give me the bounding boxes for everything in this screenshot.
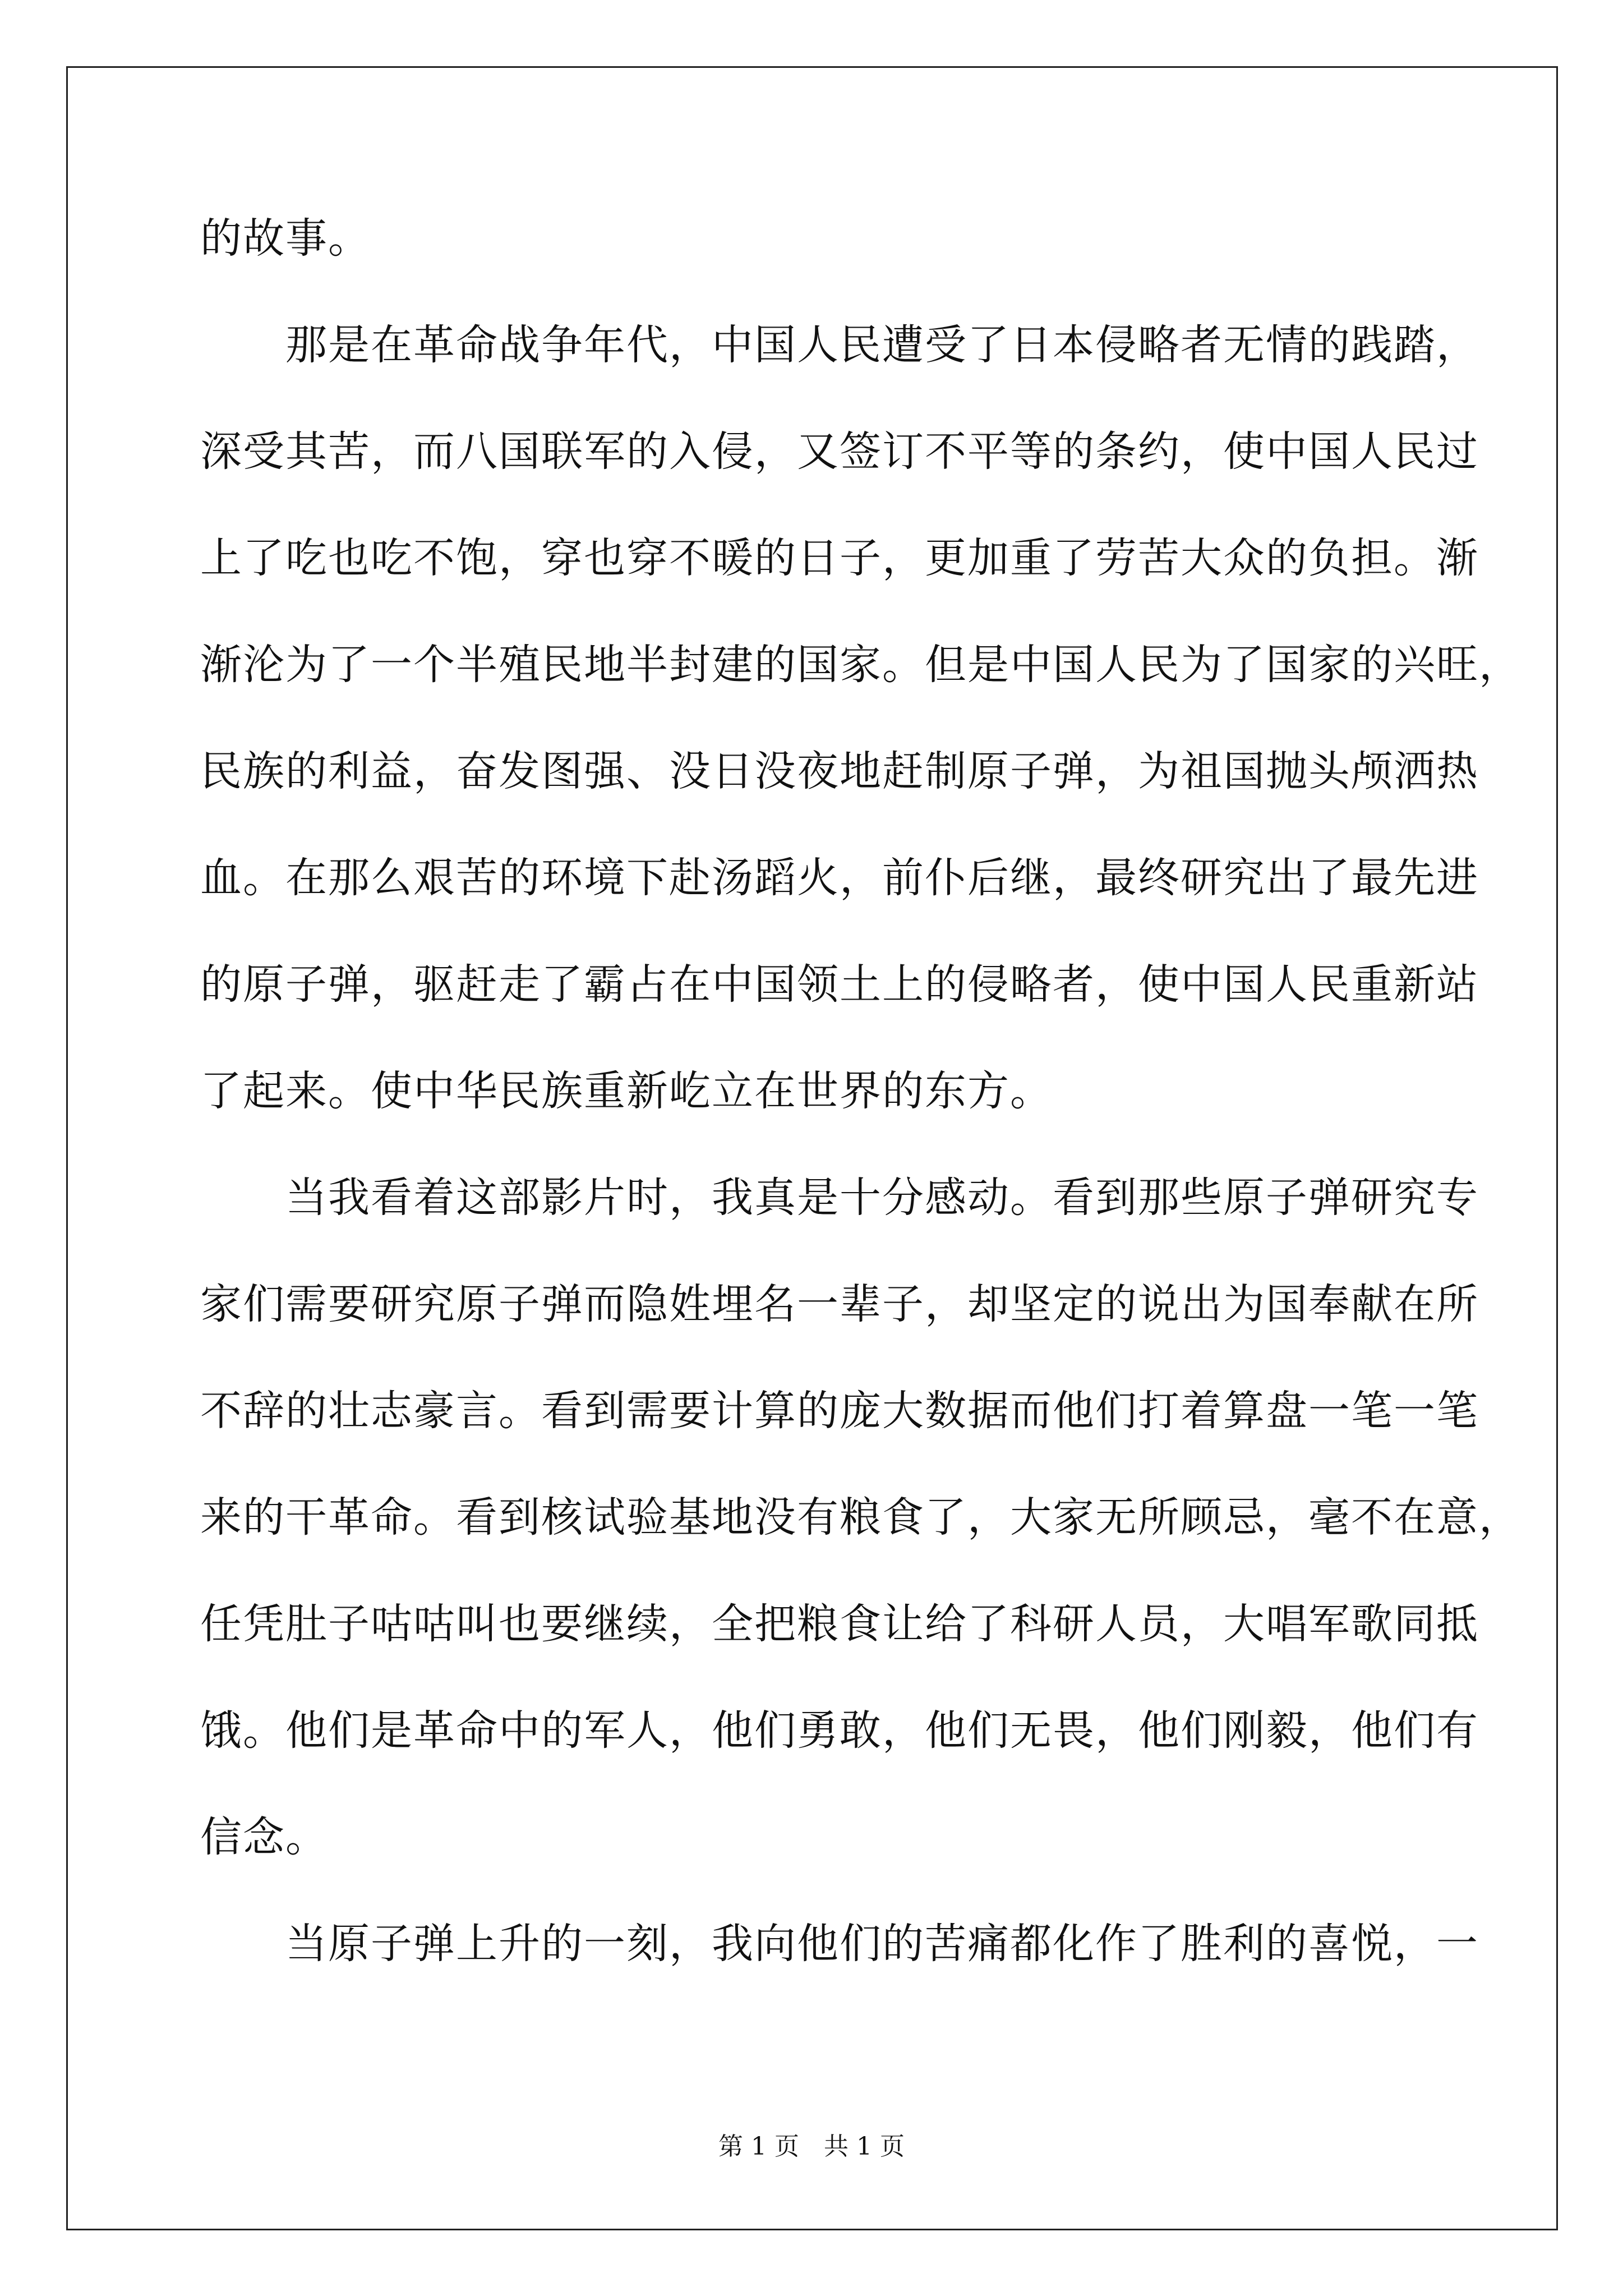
text-line: 上了吃也吃不饱，穿也穿不暖的日子，更加重了劳苦大众的负担。渐 <box>200 534 1479 582</box>
text-line: 血。在那么艰苦的环境下赴汤蹈火，前仆后继，最终研究出了最先进 <box>200 854 1479 902</box>
text-line: 的故事。 <box>200 214 371 263</box>
text-line: 来的干革命。看到核试验基地没有粮食了，大家无所顾忌，毫不在意， <box>200 1493 1521 1542</box>
text-line: 饿。他们是革命中的军人，他们勇敢，他们无畏，他们刚毅，他们有 <box>200 1706 1479 1755</box>
text-line: 信念。 <box>200 1813 328 1861</box>
page-number-footer: 第 1 页 共 1 页 <box>718 2132 905 2161</box>
text-line: 不辞的壮志豪言。看到需要计算的庞大数据而他们打着算盘一笔一笔 <box>200 1387 1479 1435</box>
text-line: 民族的利益，奋发图强、没日没夜地赶制原子弹，为祖国抛头颅洒热 <box>200 747 1479 795</box>
text-line: 任凭肚子咕咕叫也要继续，全把粮食让给了科研人员，大唱军歌同抵 <box>200 1600 1479 1648</box>
text-line: 深受其苦，而八国联军的入侵，又签订不平等的条约，使中国人民过 <box>200 427 1479 476</box>
text-line: 家们需要研究原子弹而隐姓埋名一辈子，却坚定的说出为国奉献在所 <box>200 1280 1479 1328</box>
text-line: 那是在革命战争年代，中国人民遭受了日本侵略者无情的践踏， <box>200 321 1479 369</box>
text-line: 了起来。使中华民族重新屹立在世界的东方。 <box>200 1067 1053 1115</box>
text-line: 当原子弹上升的一刻，我向他们的苦痛都化作了胜利的喜悦，一 <box>200 1920 1479 1968</box>
text-line: 当我看着这部影片时，我真是十分感动。看到那些原子弹研究专 <box>200 1174 1479 1222</box>
text-line: 渐沦为了一个半殖民地半封建的国家。但是中国人民为了国家的兴旺， <box>200 641 1521 689</box>
page-border <box>66 66 1558 2230</box>
text-line: 的原子弹，驱赶走了霸占在中国领土上的侵略者，使中国人民重新站 <box>200 960 1479 1009</box>
